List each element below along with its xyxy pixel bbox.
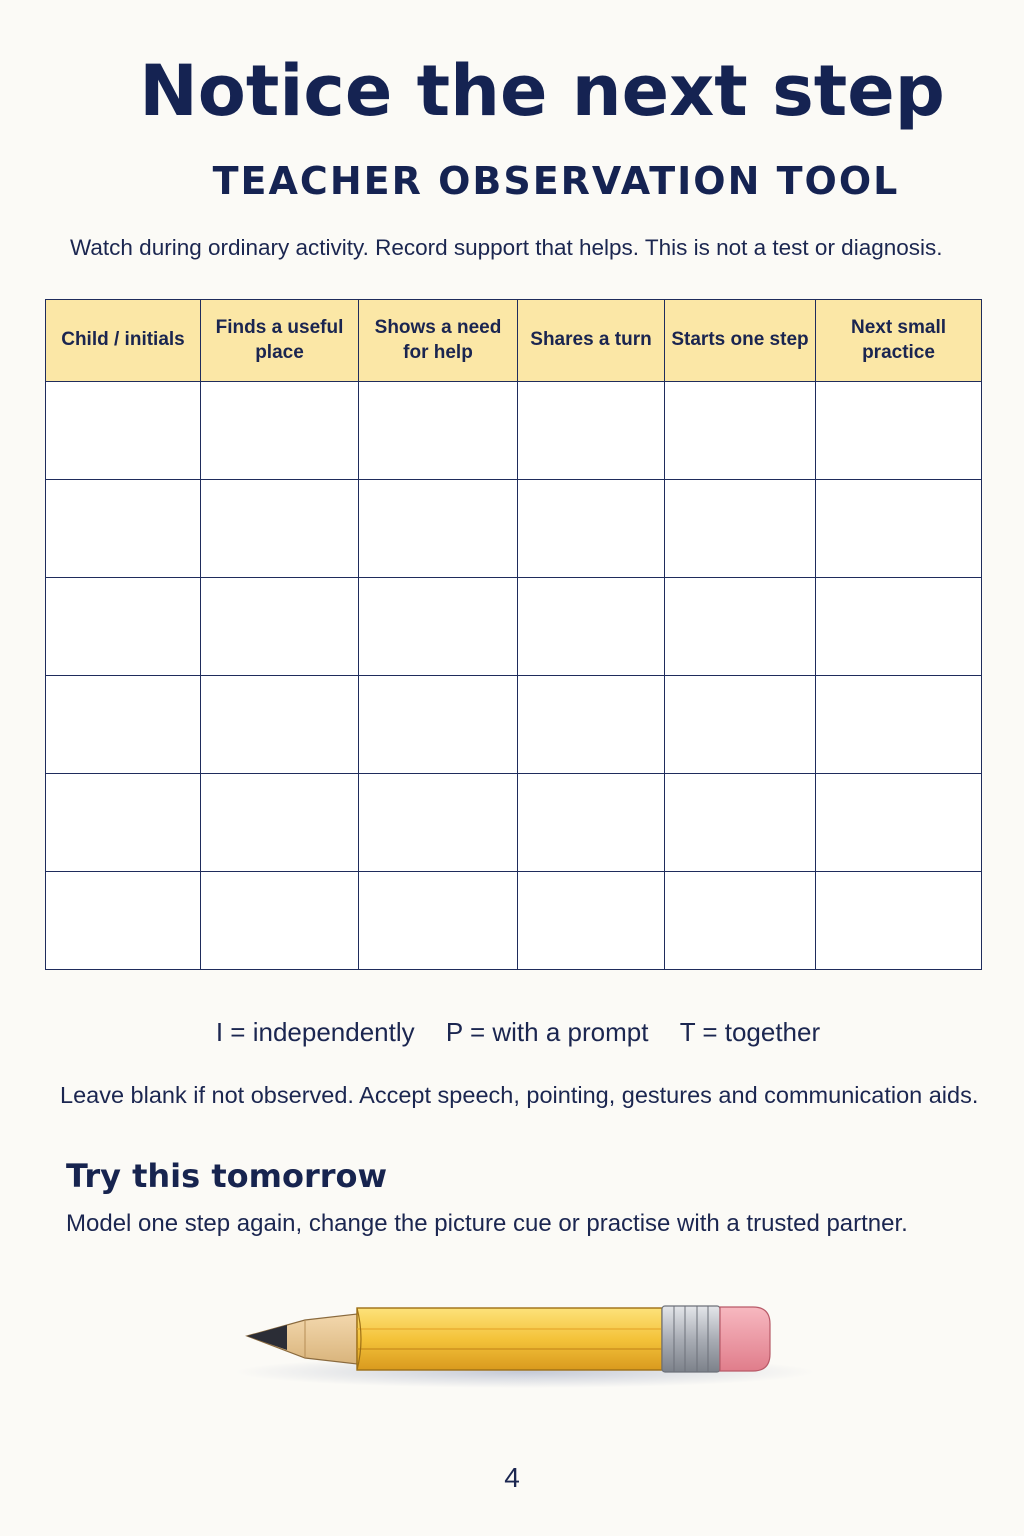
table-row — [46, 774, 982, 872]
observation-note: Leave blank if not observed. Accept speech, pointing, gestures and communication aids. — [60, 1082, 979, 1108]
table-cell — [359, 578, 518, 676]
legend-item-prompt: P = with a prompt — [445, 1017, 649, 1047]
table-cell — [46, 480, 201, 578]
table-cell — [46, 872, 201, 970]
table-row — [46, 578, 982, 676]
observation-table — [45, 299, 982, 970]
table-cell — [518, 872, 665, 970]
table-cell — [518, 480, 665, 578]
table-cell — [359, 676, 518, 774]
table-cell — [816, 480, 982, 578]
table-cell — [518, 774, 665, 872]
table-cell — [201, 382, 359, 480]
column-header-next-practice: Next small practice — [816, 300, 982, 382]
table-cell — [359, 480, 518, 578]
table-cell — [665, 676, 816, 774]
table-cell — [816, 676, 982, 774]
table-cell — [665, 382, 816, 480]
tip-heading: Try this tomorrow — [66, 1157, 388, 1195]
table-cell — [46, 578, 201, 676]
table-cell — [816, 382, 982, 480]
table-cell — [816, 578, 982, 676]
table-cell — [518, 676, 665, 774]
table-header-row — [46, 300, 982, 382]
column-header-starts-step: Starts one step — [665, 300, 816, 382]
table-cell — [518, 382, 665, 480]
intro-instructions: Watch during ordinary activity. Record support that helps. This is not a test or diagnosis. — [70, 235, 943, 260]
tip-text: Model one step again, change the picture cue or practise with a trusted partner. — [66, 1210, 908, 1237]
table-cell — [201, 578, 359, 676]
pencil-icon — [225, 1290, 815, 1400]
table-cell — [46, 382, 201, 480]
page-title: Notice the next step — [139, 50, 945, 132]
legend-item-independently: I = independently — [215, 1017, 415, 1047]
table-cell — [359, 872, 518, 970]
legend-item-together: T = together — [679, 1017, 821, 1047]
column-header-shares-turn: Shares a turn — [518, 300, 665, 382]
table-cell — [359, 382, 518, 480]
table-row — [46, 382, 982, 480]
table-cell — [816, 774, 982, 872]
table-row — [46, 872, 982, 970]
page-subtitle: TEACHER OBSERVATION TOOL — [212, 159, 900, 203]
table-cell — [201, 676, 359, 774]
table-cell — [665, 774, 816, 872]
column-header-finds-place: Finds a useful place — [201, 300, 359, 382]
table-cell — [816, 872, 982, 970]
table-cell — [665, 578, 816, 676]
table-cell — [359, 774, 518, 872]
column-header-shows-need: Shows a need for help — [359, 300, 518, 382]
table-cell — [201, 872, 359, 970]
table-cell — [665, 480, 816, 578]
rating-legend — [0, 1017, 1024, 1048]
table-cell — [201, 774, 359, 872]
column-header-child: Child / initials — [46, 300, 201, 382]
table-cell — [46, 676, 201, 774]
table-cell — [518, 578, 665, 676]
table-row — [46, 676, 982, 774]
table-cell — [201, 480, 359, 578]
page-number: 4 — [504, 1462, 520, 1493]
table-row — [46, 480, 982, 578]
table-cell — [665, 872, 816, 970]
table-cell — [46, 774, 201, 872]
